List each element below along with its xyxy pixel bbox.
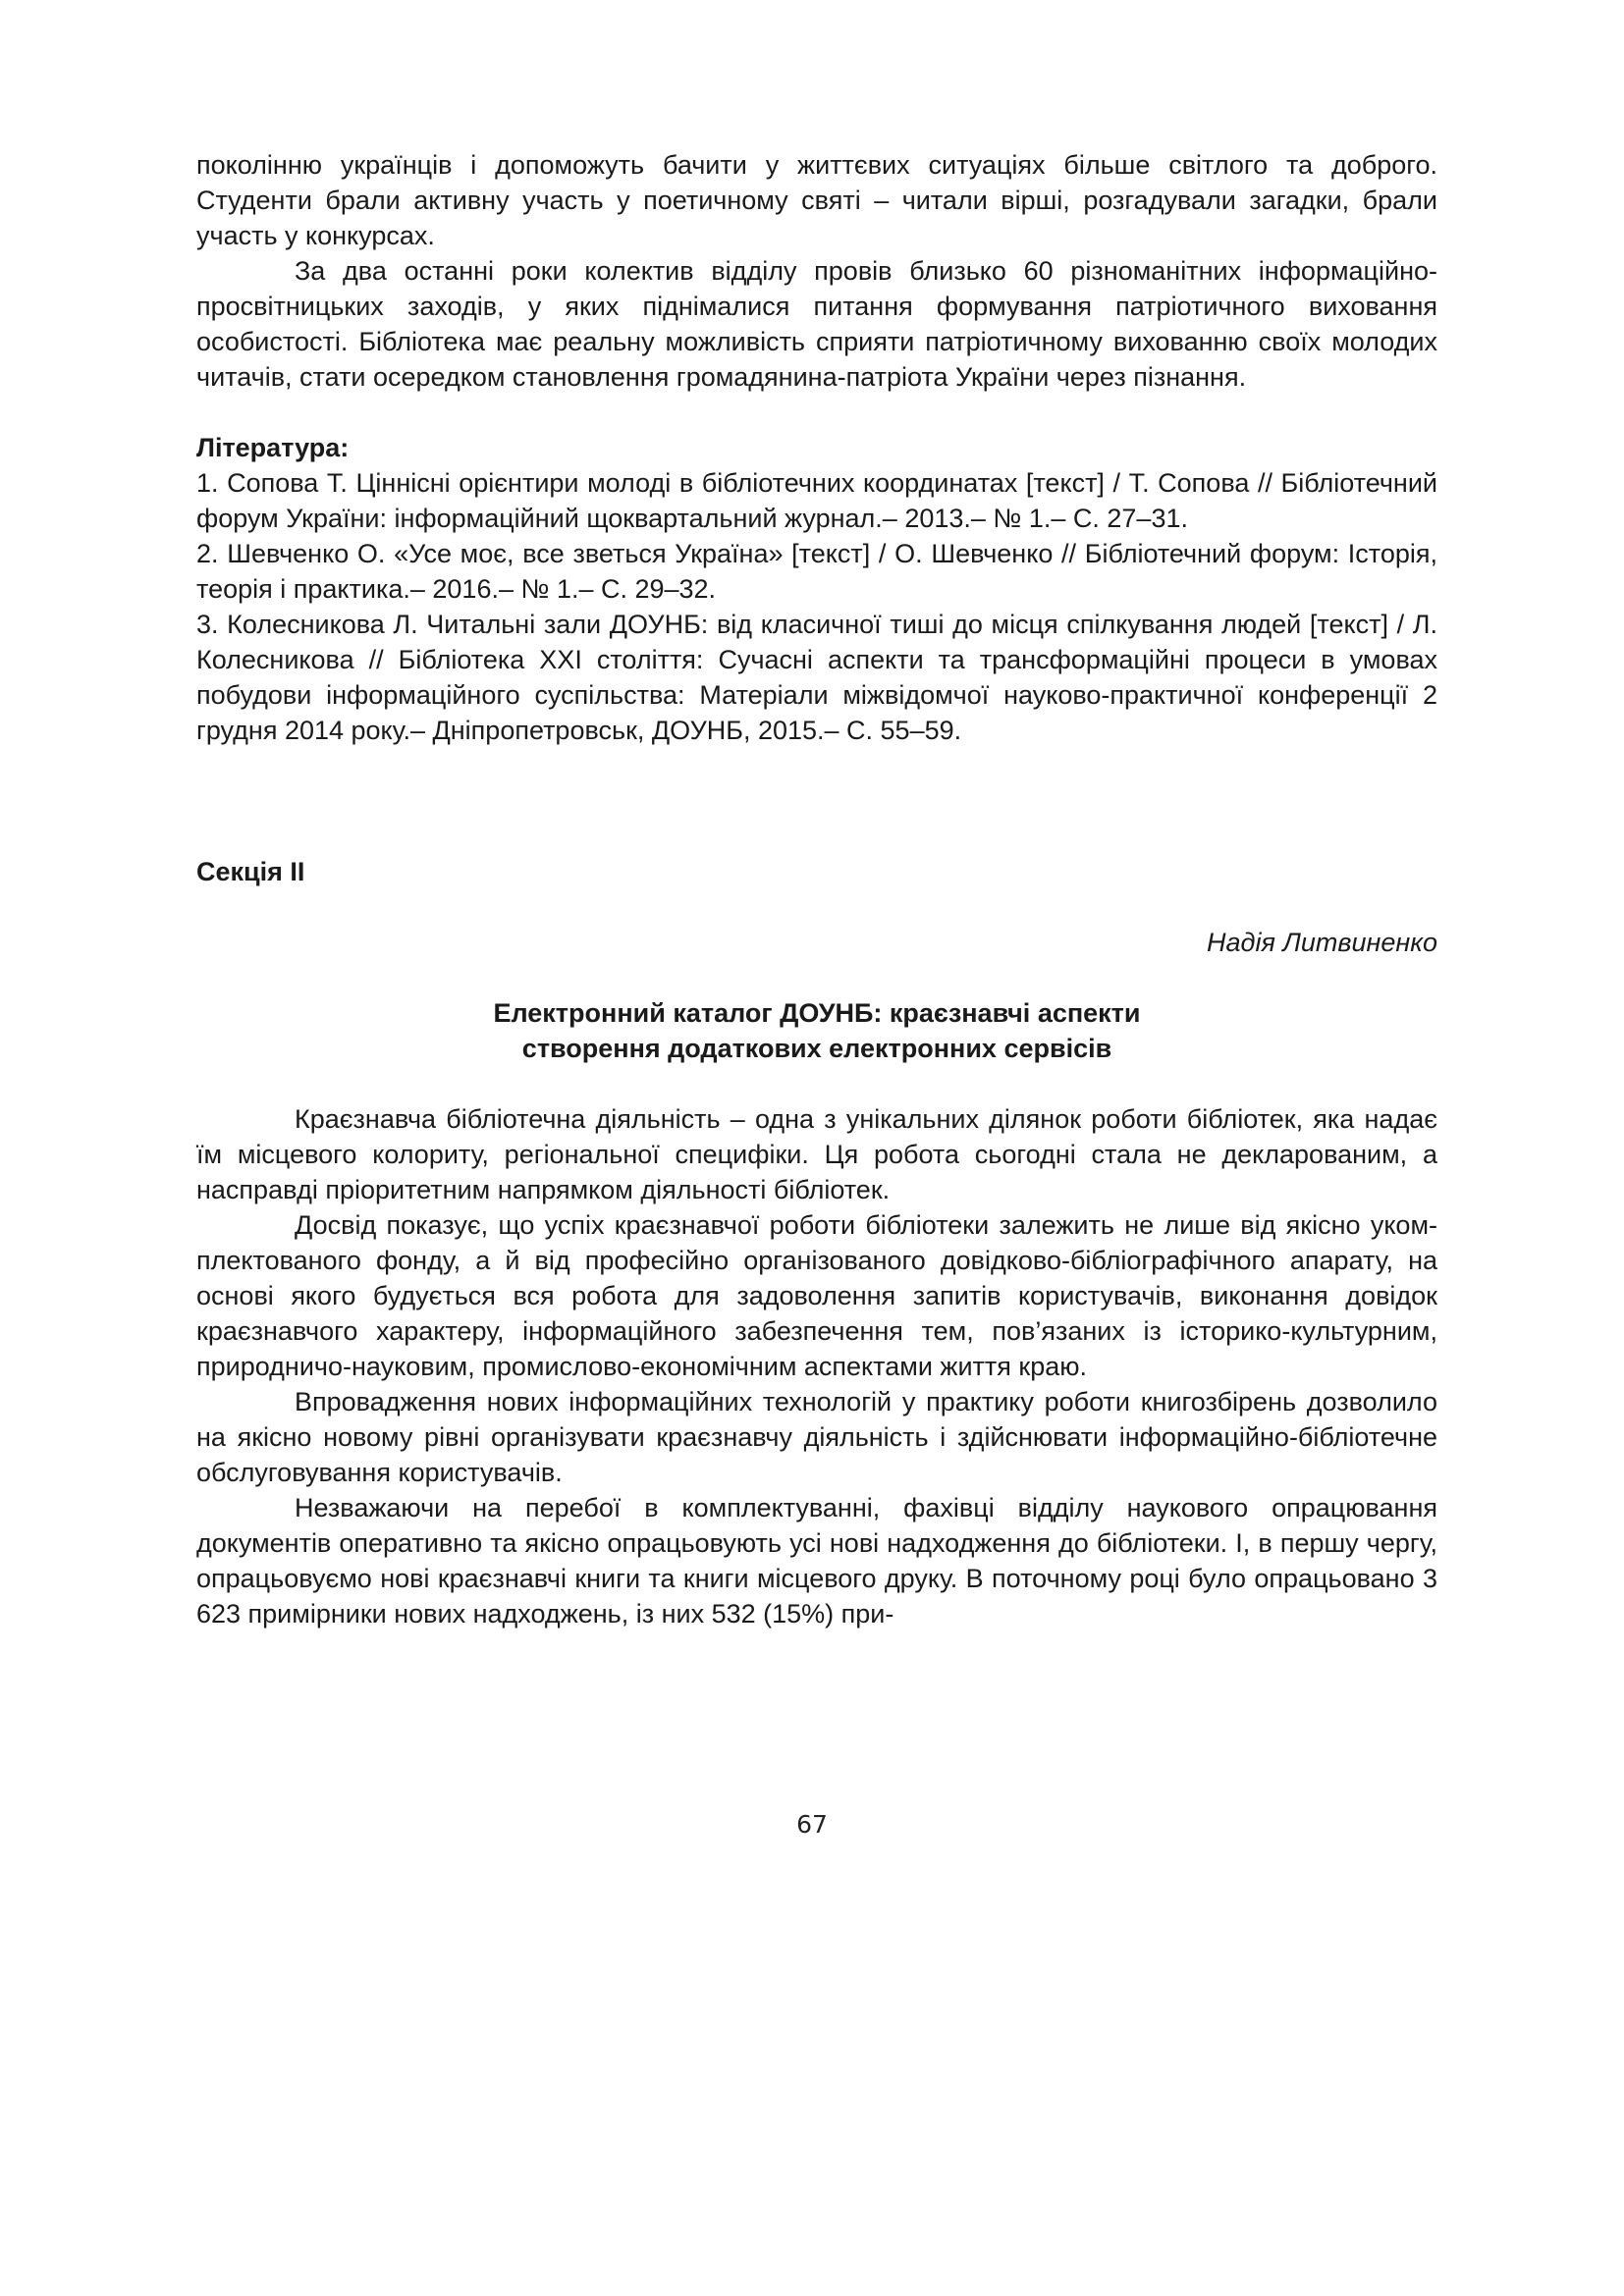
spacer — [196, 1066, 1437, 1101]
article-paragraph-1: Краєзнавча бібліотечна діяльність – одна з унікальних ділянок роботи бібліотек, яка надає їм місцевого колориту, регіональної специфіки. Ця робота сьогодні стала не декларованим, а насправді пріоритетним напрямком діяльності бібліотек. — [196, 1104, 1437, 1204]
section-label: Секція ІІ — [196, 857, 305, 886]
literature-item-2: 2. Шевченко О. «Усе моє, все зветься Україна» [текст] / О. Шевченко // Бібліотечний форум: Історія, теорія і практика.– 2016.– № 1.– С. 29–32. — [196, 539, 1437, 604]
literature-item-1: 1. Сопова Т. Ціннісні орієнтири молоді в бібліотечних координатах [текст] / Т. Сопова // Бібліотечний форум України: інформаційний щоквартальний журнал.– 2013.– № 1.– С. 27–31. — [196, 468, 1437, 533]
article-author: Надія Литвиненко — [1207, 928, 1437, 957]
spacer — [196, 960, 1437, 995]
continuation-paragraph-2: За два останні роки колектив відділу провів близько 60 різноманітних інформаційно-просвітницьких заходів, у яких піднімалися питання формування патріотичного виховання особистості. Бібліотека має реальну можливість сприяти патріотичному вихованню своїх молодих читачів, стати осередком становлення громадянина-патріота України через пізнання. — [196, 256, 1437, 392]
spacer — [196, 748, 1437, 854]
literature-heading: Література: — [196, 433, 350, 462]
continuation-paragraph-1: поколінню українців і допоможуть бачити у життєвих ситуаціях більше світлого та доброго. Студенти брали активну участь у поетичному святі – читали вірші, розгадували загадки, брали участь у конкурсах. — [196, 150, 1437, 250]
spacer — [196, 889, 1437, 925]
article-paragraph-2: Досвід показує, що успіх краєзнавчої роботи бібліотеки залежить не лише від якісно уком-плектованого фонду, а й від професійно організованого довідково-бібліографічного апарату, на основі якого будується вся робота для задоволення запитів користувачів, виконання довідок краєзнавчого характеру, інформаційного забезпечення тем, пов’язаних із історико-культурним, природничо-науковим, промислово-економічним аспектами життя краю. — [196, 1210, 1437, 1381]
literature-item-3: 3. Колесникова Л. Читальні зали ДОУНБ: від класичної тиші до місця спілкування людей [текст] / Л. Колесникова // Бібліотека XXI століття: Сучасні аспекти та трансформаційні процеси в умовах побудови інформаційного суспільства: Матеріали міжвідомчої науково-практичної конференції 2 грудня 2014 року.– Дніпропетровськ, ДОУНБ, 2015.– С. 55–59. — [196, 610, 1437, 745]
article-paragraph-3: Впровадження нових інформаційних технологій у практику роботи книгозбірень дозволило на якісно новому рівні організувати краєзнавчу діяльність і здійснювати інформаційно-бібліотечне обслуговування користувачів. — [196, 1387, 1437, 1487]
page-number: 67 — [796, 1810, 828, 1839]
article-title-line-1: Електронний каталог ДОУНБ: краєзнавчі аспекти — [493, 998, 1141, 1028]
document-page — [196, 147, 1437, 1631]
article-paragraph-4: Незважаючи на перебої в комплектуванні, фахівці відділу наукового опрацювання документів оперативно та якісно опрацьовують усі нові надходження до бібліотеки. І, в першу чергу, опрацьовуємо нові краєзнавчі книги та книги місцевого друку. В поточному році було опрацьовано 3 623 примірники нових надходжень, із них 532 (15%) при- — [196, 1493, 1437, 1629]
spacer — [196, 395, 1437, 430]
article-title-line-2: створення додаткових електронних сервісів — [521, 1034, 1112, 1063]
